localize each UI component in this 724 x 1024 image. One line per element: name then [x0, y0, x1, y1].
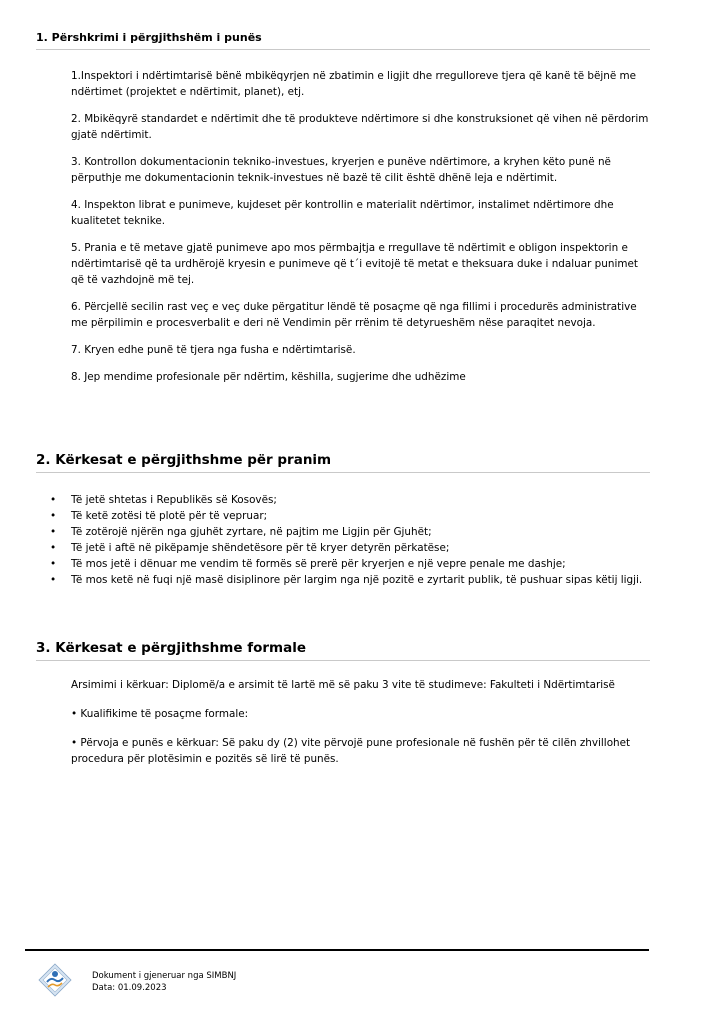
bullet-icon: • — [50, 542, 57, 554]
list-item-text: Të jetë i aftë në pikëpamje shëndetësore për të kryer detyrën përkatëse; — [71, 542, 450, 554]
bullet-icon: • — [50, 574, 57, 586]
list-item — [50, 540, 650, 556]
list-item — [50, 556, 650, 572]
list-item: • Kualifikime të posaçme formale: — [71, 708, 249, 720]
list-item: 3. Kontrollon dokumentacionin tekniko-investues, kryerjen e punëve ndërtimore, a kryhen këto punë në përputhje me dokumentacionin teknik-investues në bazë të cilit është dhënë leja e ndërtimit. — [71, 156, 611, 184]
list-item: 7. Kryen edhe punë të tjera nga fusha e ndërtimtarisë. — [71, 344, 356, 356]
footer-divider — [25, 949, 649, 951]
list-item-text: Të zotërojë njërën nga gjuhët zyrtare, në pajtim me Ligjin për Gjuhët; — [71, 526, 432, 538]
list-item: 4. Inspekton librat e punimeve, kujdeset për kontrollin e materialit ndërtimor, instalimet ndërtimore dhe kualitetet teknike. — [71, 199, 614, 227]
footer-date: Data: 01.09.2023 — [92, 983, 167, 993]
section-heading-general-requirements: 2. Kërkesat e përgjithshme për pranim — [36, 452, 650, 473]
list-item-text: Të mos jetë i dënuar me vendim të formës së prerë për kryerjen e një vepre penale me dashje; — [71, 558, 566, 570]
list-item-text: Të ketë zotësi të plotë për të vepruar; — [71, 510, 268, 522]
list-item: 8. Jep mendime profesionale për ndërtim, këshilla, sugjerime dhe udhëzime — [71, 371, 466, 383]
section-heading-formal-requirements: 3. Kërkesat e përgjithshme formale — [36, 640, 650, 661]
list-item-text: Të jetë shtetas i Republikës së Kosovës; — [71, 494, 277, 506]
general-requirements-list — [50, 492, 650, 588]
footer-generated-by: Dokument i gjeneruar nga SIMBNJ — [92, 971, 237, 981]
job-description-list — [71, 68, 651, 396]
section-heading-job-description: 1. Përshkrimi i përgjithshëm i punës — [36, 31, 650, 50]
list-item: Arsimimi i kërkuar: Diplomë/a e arsimit të lartë më së paku 3 vite të studimeve: Fakulteti i Ndërtimtarisë — [71, 679, 615, 691]
list-item-text: Të mos ketë në fuqi një masë disiplinore për largim nga një pozitë e zyrtarit publik, të pushuar sipas këtij ligji. — [71, 574, 643, 586]
bullet-icon: • — [50, 494, 57, 506]
list-item: 2. Mbikëqyrë standardet e ndërtimit dhe të produkteve ndërtimore si dhe konstruksionet që vihen në përdorim gjatë ndërtimit. — [71, 113, 649, 141]
list-item — [50, 524, 650, 540]
list-item — [50, 572, 650, 588]
list-item: • Përvoja e punës e kërkuar: Së paku dy (2) vite përvojë pune profesionale në fushën për të cilën zhvillohet procedura për plotësimin e pozitës së lirë të punës. — [71, 737, 631, 765]
list-item — [50, 508, 650, 524]
list-item — [50, 492, 650, 508]
bullet-icon: • — [50, 526, 57, 538]
footer-text — [92, 970, 236, 994]
formal-requirements-list — [71, 677, 651, 780]
simbnj-logo-icon — [38, 963, 72, 997]
bullet-icon: • — [50, 558, 57, 570]
list-item: 5. Prania e të metave gjatë punimeve apo mos përmbajtja e rregullave të ndërtimit e obligon inspektorin e ndërtimtarisë që ta urdhërojë kryesin e punimeve që t´i evitojë të metat e theksuara duke i ndaluar punimet që të vazhdojnë më tej. — [71, 242, 638, 286]
bullet-icon: • — [50, 510, 57, 522]
list-item: 6. Përcjellë secilin rast veç e veç duke përgatitur lëndë të posaçme që nga fillimi i procedurës administrative me përpilimin e procesverbalit e deri në Vendimin për rrënim të detyrueshëm nëse paraqitet nevoja. — [71, 301, 637, 329]
list-item: 1.Inspektori i ndërtimtarisë bënë mbikëqyrjen në zbatimin e ligjit dhe rregulloreve tjera që kanë të bëjnë me ndërtimet (projektet e ndërtimit, planet), etj. — [71, 70, 637, 98]
